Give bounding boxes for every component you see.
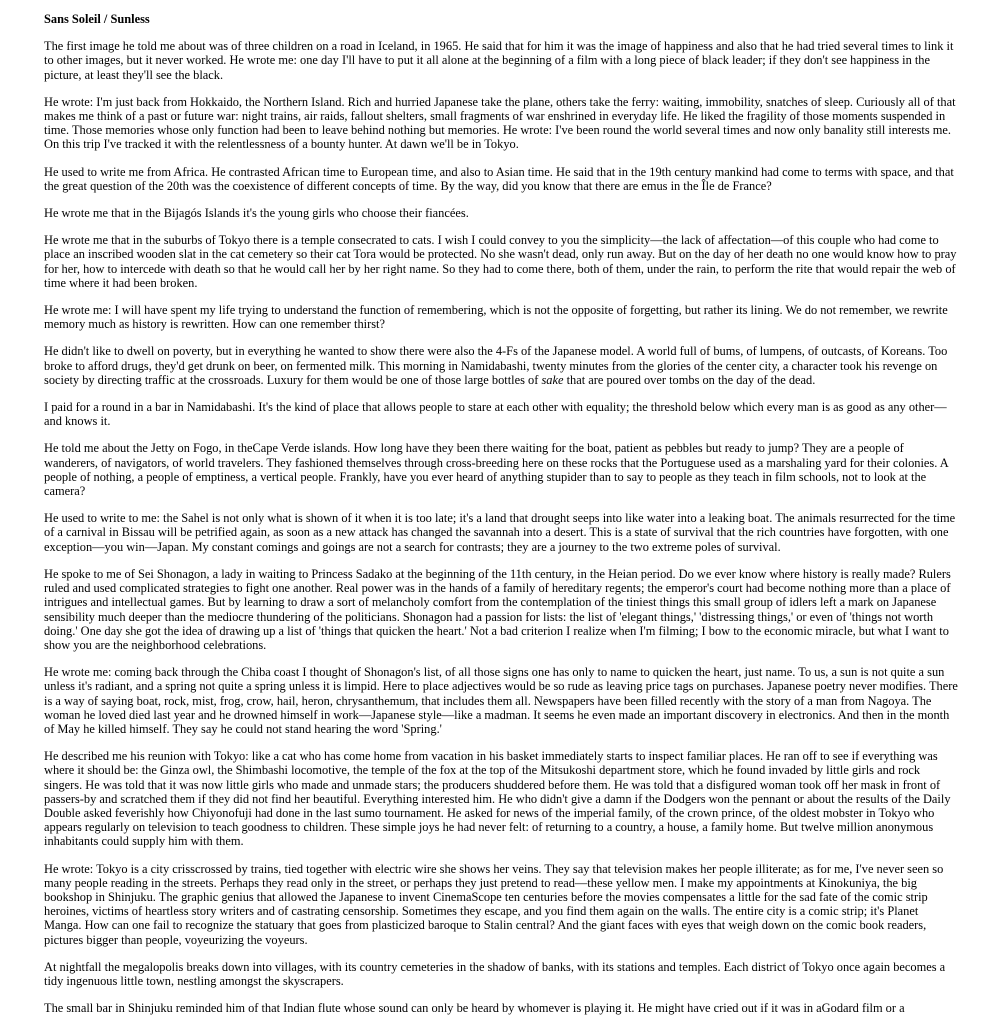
paragraph-tokyo-reunion: He described me his reunion with Tokyo: like a cat who has come home from vacation in his basket immediately starts to inspect familiar places. He ran off to see if everything was where it should be: the Ginza owl, the Shimbashi locomotive, the temple of the fox at the top of the Mitsukoshi department store, which he found invaded by little girls and rock singers. He was told that it was now little girls who made and unmade stars; the producers shuddered before them. He was told that a disfigured woman took off her mask in front of passers-by and scratched them if they did not find her beautiful. Everything interested him. He who didn't give a damn if the Dodgers won the pennant or about the results of the Daily Double asked feverishly how Chiyonofuji had done in the last sumo tournament. He asked for news of the imperial family, of the crown prince, of the oldest mobster in Tokyo who appears regularly on television to teach goodness to children. These simple joys he had never felt: of returning to a country, a house, a family home. But twelve million anonymous inhabitants could supply him with them. — [44, 749, 951, 849]
paragraph-africa: He used to write me from Africa. He contrasted African time to European time, and also to Asian time. He said that in the 19th century mankind had come to terms with space, and that the great question of the 20th was the coexistence of different concepts of time. By the way, did you know that there are emus in the Île de France? — [44, 164, 954, 193]
paragraph-poverty-text-before: He didn't like to dwell on poverty, but in everything he wanted to show there were also the 4-Fs of the Japanese model. A world full of bums, of lumpens, of outcasts, of Koreans. Too broke to afford drugs, they'd get drunk on beer, on fermented milk. This morning in Namidabashi, twenty minutes from the glories of the center city, a character took his revenge on society by directing traffic at the crossroads. Luxury for them would be one of those large bottles of — [44, 344, 948, 387]
document-page — [44, 12, 958, 1028]
paragraph-tokyo-trains: He wrote: Tokyo is a city crisscrossed by trains, tied together with electric wire she shows her veins. They say that television makes her people illiterate; as for me, I've never seen so many people reading in the streets. Perhaps they read only in the street, or perhaps they just pretend to read—these yellow men. I make my appointments at Kinokuniya, the big bookshop in Shinjuku. The graphic genius that allowed the Japanese to invent CinemaScope ten centuries before the movies compensates a little for the sad fate of the comic strip heroines, victims of heartless story writers and of castrating censorship. Sometimes they escape, and you find them again on the walls. The entire city is a comic strip; it's Planet Manga. How can one fail to recognize the statuary that goes from plasticized baroque to Stalin central? And the giant faces with eyes that weigh down on the comic book readers, pictures bigger than people, voyeurizing the voyeurs. — [44, 861, 944, 947]
paragraph-fogo: He told me about the Jetty on Fogo, in theCape Verde islands. How long have they been there waiting for the boat, patient as pebbles but ready to jump? They are a people of wanderers, of navigators, of world travelers. They fashioned themselves through cross-breeding here on these rocks that the Portuguese used as a marshaling yard for their colonies. A people of nothing, a people of emptiness, a vertical people. Frankly, have you ever heard of anything stupider than to say to people as they teach in film schools, not to look at the camera? — [44, 441, 949, 499]
paragraph-remembering: He wrote me: I will have spent my life trying to understand the function of remembering, which is not the opposite of forgetting, but rather its lining. We do not remember, we rewrite memory much as history is rewritten. How can one remember thirst? — [44, 303, 948, 332]
paragraph-namidabashi-bar: I paid for a round in a bar in Namidabashi. It's the kind of place that allows people to stare at each other with equality; the threshold below which every man is as good as any other—and knows it. — [44, 400, 947, 429]
paragraph-shinjuku-bar: The small bar in Shinjuku reminded him of that Indian flute whose sound can only be heard by whomever is playing it. He might have cried out if it was in aGodard film or a — [44, 1001, 905, 1016]
paragraph-shonagon: He spoke to me of Sei Shonagon, a lady in waiting to Princess Sadako at the beginning of the 11th century, in the Heian period. Do we ever know where history is really made? Rulers ruled and used complicated strategies to fight one another. Real power was in the hands of a family of hereditary regents; the emperor's court had become nothing more than a place of intrigues and intellectual games. But by learning to draw a sort of melancholy comfort from the contemplation of the tiniest things this small group of idlers left a mark on Japanese sensibility much deeper than the mediocre thundering of the politicians. Shonagon had a passion for lists: the list of 'elegant things,' 'distressing things,' or even of 'things not worth doing.' One day she got the idea of drawing up a list of 'things that quicken the heart.' Not a bad criterion I realize when I'm filming; I bow to the economic miracle, but what I want to show you are the neighborhood celebrations. — [44, 566, 951, 652]
paragraph-poverty-text-after: that are poured over tombs on the day of the dead. — [563, 372, 816, 387]
paragraph-poverty — [44, 344, 958, 387]
paragraph-bijagos: He wrote me that in the Bijagós Islands it's the young girls who choose their fiancées. — [44, 206, 469, 221]
paragraph-poverty-emphasis: sake — [541, 372, 564, 387]
paragraph-iceland: The first image he told me about was of three children on a road in Iceland, in 1965. He said that for him it was the image of happiness and also that he had tried several times to link it to other images, but it never worked. He wrote me: one day I'll have to put it all alone at the beginning of a film with a long piece of black leader; if they don't see happiness in the picture, at least they'll see the black. — [44, 39, 954, 82]
paragraph-chiba-coast: He wrote me: coming back through the Chiba coast I thought of Shonagon's list, of all those signs one has only to name to quicken the heart, just name. To us, a sun is not quite a sun unless it's radiant, and a spring not quite a spring unless it is limpid. Here to place adjectives would be so rude as leaving price tags on purchases. Japanese poetry never modifies. There is a way of saying boat, rock, mist, frog, crow, hail, heron, chrysanthemum, that includes them all. Newspapers have been filled recently with the story of a man from Nagoya. The woman he loved died last year and he drowned himself in work—Japanese style—like a madman. It seems he even made an important discovery in electronics. And then in the month of May he killed himself. They say he could not stand hearing the word 'Spring.' — [44, 665, 958, 736]
paragraph-cat-temple: He wrote me that in the suburbs of Tokyo there is a temple consecrated to cats. I wish I could convey to you the simplicity—the lack of affectation—of this couple who had come to place an inscribed wooden slat in the cat cemetery so their cat Tora would be protected. No she wasn't dead, only run away. But on the day of her death no one would know how to pray for her, how to intercede with death so that he would call her by her right name. So they had to come there, both of them, under the rain, to perform the rite that would repair the web of time where it had been broken. — [44, 233, 957, 290]
document-title: Sans Soleil / Sunless — [44, 12, 150, 26]
paragraph-sahel: He used to write to me: the Sahel is not only what is shown of it when it is too late; it's a land that drought seeps into like water into a leaking boat. The animals resurrected for the time of a carnival in Bissau will be petrified again, as soon as a new attack has changed the savannah into a desert. This is a state of survival that the rich countries have forgotten, with one exception—you win—Japan. My constant comings and goings are not a search for contrasts; they are a journey to the two extreme poles of survival. — [44, 511, 956, 554]
paragraph-hokkaido: He wrote: I'm just back from Hokkaido, the Northern Island. Rich and hurried Japanese take the plane, others take the ferry: waiting, immobility, snatches of sleep. Curiously all of that makes me think of a past or future war: night trains, air raids, fallout shelters, small fragments of war enshrined in everyday life. He liked the fragility of those moments suspended in time. Those memories whose only function had been to leave behind nothing but memories. He wrote: I've been round the world several times and now only banality still interests me. On this trip I've tracked it with the relentlessness of a bounty hunter. At dawn we'll be in Tokyo. — [44, 94, 956, 152]
paragraph-nightfall: At nightfall the megalopolis breaks down into villages, with its country cemeteries in the shadow of banks, with its stations and temples. Each district of Tokyo once again becomes a tidy ingenuous little town, nestling amongst the skyscrapers. — [44, 959, 946, 988]
